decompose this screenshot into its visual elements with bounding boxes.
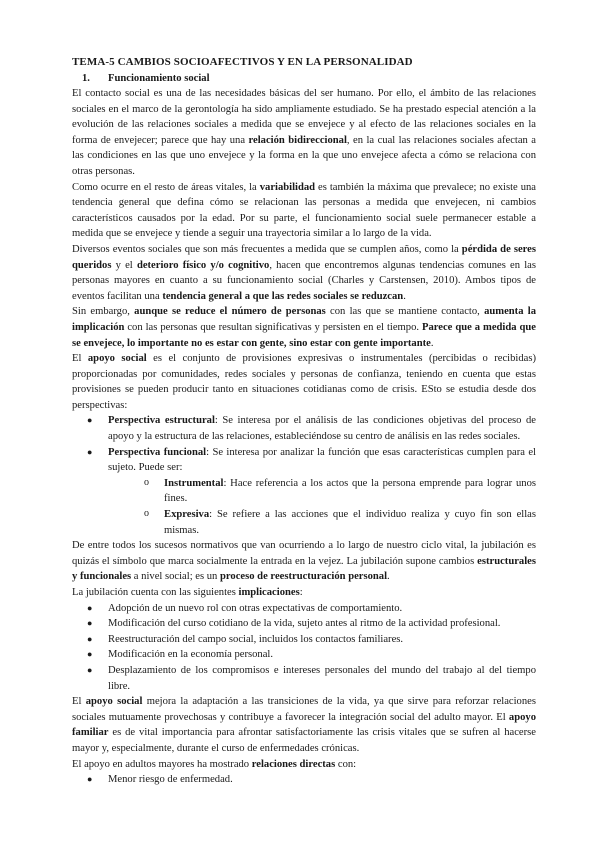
paragraph-variabilidad: Como ocurre en el resto de áreas vitales, la variabilidad es también la máxima que prevalece; no existe una tendencia general que defina cómo se relacionan las personas a medida que envejecen, ni cambios característicos causados por la edad. Por su parte, el funcionamiento social suele permanecer estable a medida que se envejece y tiende a seguir una trayectoria similar a lo largo de la vida. [72,181,537,240]
paragraph-apoyo-social: El apoyo social es el conjunto de provisiones expresivas o instrumentales (percibidas o recibidas) proporcionadas por comunidades, redes sociales y personas de confianza, teniendo en cuenta que estas provisiones se pueden producir tanto en situaciones cotidianas como de crisis. ESto se estudia desde dos perspectivas: [72,353,536,411]
list-item: ● Menor riesgo de enfermedad. [108,772,536,788]
list-item-perspectiva-funcional: ● Perspectiva funcional: Se interesa por analizar la función que esas características cumplen para el sujeto. Puede ser: o Instrumental: Hace referencia a los actos que la persona emprende para lograr unos fines. o Expresiva: Se refiere a las acciones que el individuo realiza y cuyo fin son ellas mismas. [108,445,536,539]
paragraph-jubilacion: De entre todos los sucesos normativos que van ocurriendo a lo largo de nuestro ciclo vital, la jubilación es quizás el símbolo que marca socialmente la entrada en la vejez. La jubilación supone cambios estructurales y funcionales a nivel social; es un proceso de reestructuración personal. [72,540,536,583]
perspectives-list [72,413,536,538]
paragraph-implicacion: Sin embargo, aunque se reduce el número de personas con las que se mantiene contacto, aumenta la implicación con las personas que resultan significativas y persisten en el tiempo. Parece que a medida que se envejece, lo importante no es estar con gente, sino estar con gente importante. [72,306,537,349]
document-content [72,55,536,788]
section-title: Funcionamiento social [108,73,210,84]
implications-list [72,601,536,695]
paragraph-apoyo-familiar: El apoyo social mejora la adaptación a las transiciones de la vida, ya que sirve para reforzar relaciones sociales mutuamente provechosas y contribuye a favorecer la integración social del adulto mayor. El apoyo familiar es de vital importancia para afrontar satisfactoriamente las crisis vitales que se sufren al hacerse mayor y, especialmente, durante el curso de enfermedades crónicas. [72,696,536,754]
list-item: ● Desplazamiento de los compromisos e intereses personales del mundo del trabajo al del tiempo libre. [108,663,536,694]
list-item-perspectiva-estructural: ● Perspectiva estructural: Se interesa por el análisis de las condiciones objetivas del proceso de apoyo y la estructura de las relaciones, estableciéndose su centro de análisis en las redes sociales. [108,413,536,444]
list-item: ● Reestructuración del campo social, incluidos los contactos familiares. [108,632,536,648]
list-item: ● Modificación en la economía personal. [108,647,536,663]
paragraph-relaciones-directas: El apoyo en adultos mayores ha mostrado relaciones directas con: [72,758,357,770]
paragraph-contacto-social: El contacto social es una de las necesidades básicas del ser humano. Por ello, el ámbito de las relaciones sociales en el marco de la gerontología ha sido ampliamente estudiado. Se ha prestado especial atención a la evolución de las relaciones sociales a medida que se envejece y al efecto de las relaciones sociales en la forma de envejecer; parece que hay una relación bidireccional, en la cual las relaciones sociales afectan a las condiciones en las que uno envejece y la forma en la que uno envejece afecta a cómo se relaciona con otras personas. [72,88,537,177]
sublist-item-instrumental: o Instrumental: Hace referencia a los actos que la persona emprende para lograr unos fines. [164,476,536,507]
list-item: ● Adopción de un nuevo rol con otras expectativas de comportamiento. [108,601,536,617]
paragraph-eventos-sociales: Diversos eventos sociales que son más frecuentes a medida que se cumplen años, como la pérdida de seres queridos y el deterioro físico y/o cognitivo, hacen que encontremos algunas tendencias comunes en las personas mayores en cuanto a su funcionamiento social (Charles y Carstensen, 2010). Ambos tipos de eventos facilitan una tendencia general a que las redes sociales se reduzcan. [72,243,536,302]
direct-relations-list [72,772,536,788]
list-item: ● Modificación del curso cotidiano de la vida, sujeto antes al ritmo de la actividad profesional. [108,616,536,632]
paragraph-implicaciones-intro: La jubilación cuenta con las siguientes implicaciones: [72,587,303,598]
sublist-item-expresiva: o Expresiva: Se refiere a las acciones que el individuo realiza y cuyo fin son ellas mismas. [164,507,536,538]
document-title: TEMA-5 CAMBIOS SOCIOAFECTIVOS Y EN LA PERSONALIDAD [72,56,413,68]
section-heading [72,71,536,86]
functional-sublist [108,476,536,538]
section-number: 1. [82,73,90,84]
